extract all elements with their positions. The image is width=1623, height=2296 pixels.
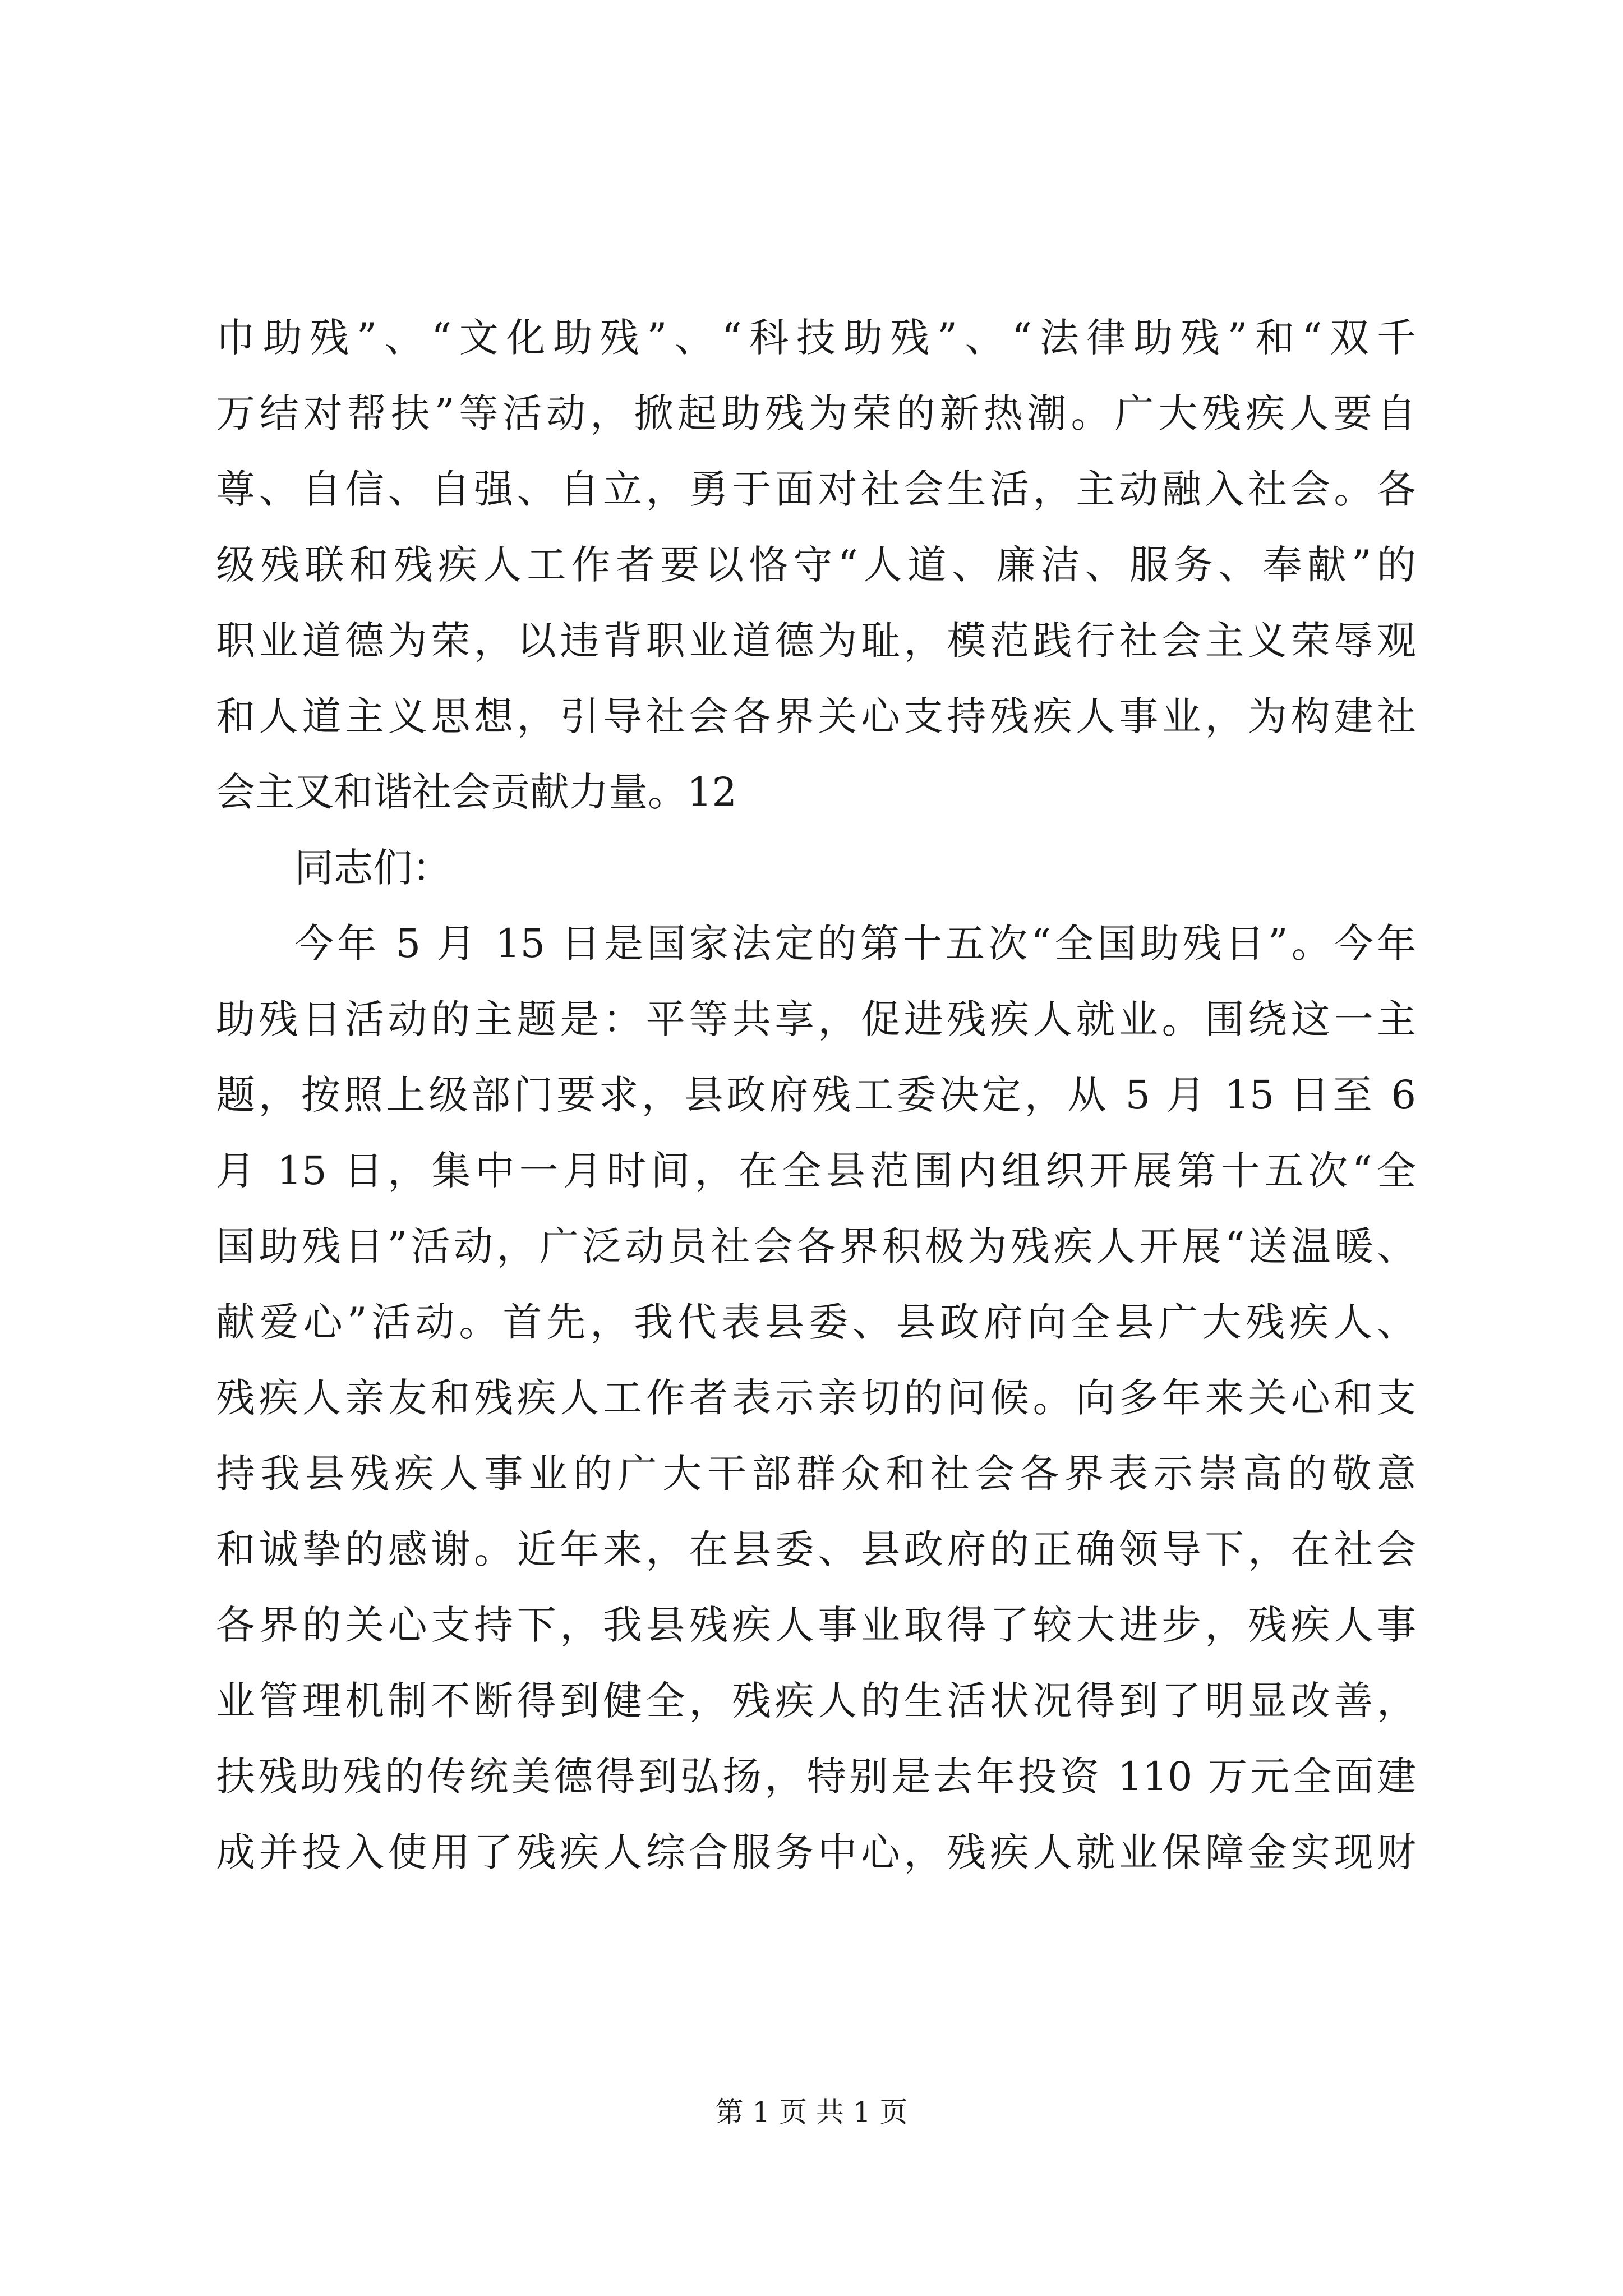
text-line: 万结对帮扶”等活动，掀起助残为荣的新热潮。广大残疾人要自 [216,390,1416,436]
text-line: 残疾人亲友和残疾人工作者表示亲切的问候。向多年来关心和支 [216,1375,1416,1421]
text-line-paragraph-end: 会主叉和谐社会贡献力量。12 [216,769,737,815]
document-body [216,300,1416,1890]
text-line: 尊、自信、自强、自立，勇于面对社会生活，主动融入社会。各 [216,466,1416,512]
text-line: 国助残日”活动，广泛动员社会各界积极为残疾人开展“送温暖、 [216,1223,1416,1269]
text-line: 持我县残疾人事业的广大干部群众和社会各界表示崇高的敬意 [216,1451,1416,1497]
text-line: 级残联和残疾人工作者要以恪守“人道、廉洁、服务、奉献”的 [216,542,1416,588]
salutation: 同志们： [294,845,451,891]
text-line-paragraph-start: 今年 5 月 15 日是国家法定的第十五次“全国助残日”。今年 [294,921,1416,967]
text-line: 月 15 日，集中一月时间，在全县范围内组织开展第十五次“全 [216,1148,1416,1194]
text-line: 成并投入使用了残疾人综合服务中心，残疾人就业保障金实现财 [216,1829,1416,1875]
text-line: 助残日活动的主题是：平等共享，促进残疾人就业。围绕这一主 [216,996,1416,1042]
text-line: 巾助残”、“文化助残”、“科技助残”、“法律助残”和“双千 [216,315,1416,361]
text-line: 职业道德为荣，以违背职业道德为耻，模范践行社会主义荣辱观 [216,618,1416,664]
page-footer: 第 1 页 共 1 页 [715,2096,908,2128]
text-line: 和诚挚的感谢。近年来，在县委、县政府的正确领导下，在社会 [216,1526,1416,1572]
text-line: 业管理机制不断得到健全，残疾人的生活状况得到了明显改善， [216,1678,1416,1724]
text-line: 和人道主义思想，引导社会各界关心支持残疾人事业，为构建社 [216,693,1416,739]
text-line: 各界的关心支持下，我县残疾人事业取得了较大进步，残疾人事 [216,1602,1416,1648]
text-line: 扶残助残的传统美德得到弘扬，特别是去年投资 110 万元全面建 [216,1754,1416,1800]
text-line: 题，按照上级部门要求，县政府残工委决定，从 5 月 15 日至 6 [216,1072,1416,1118]
text-line: 献爱心”活动。首先，我代表县委、县政府向全县广大残疾人、 [216,1299,1416,1345]
